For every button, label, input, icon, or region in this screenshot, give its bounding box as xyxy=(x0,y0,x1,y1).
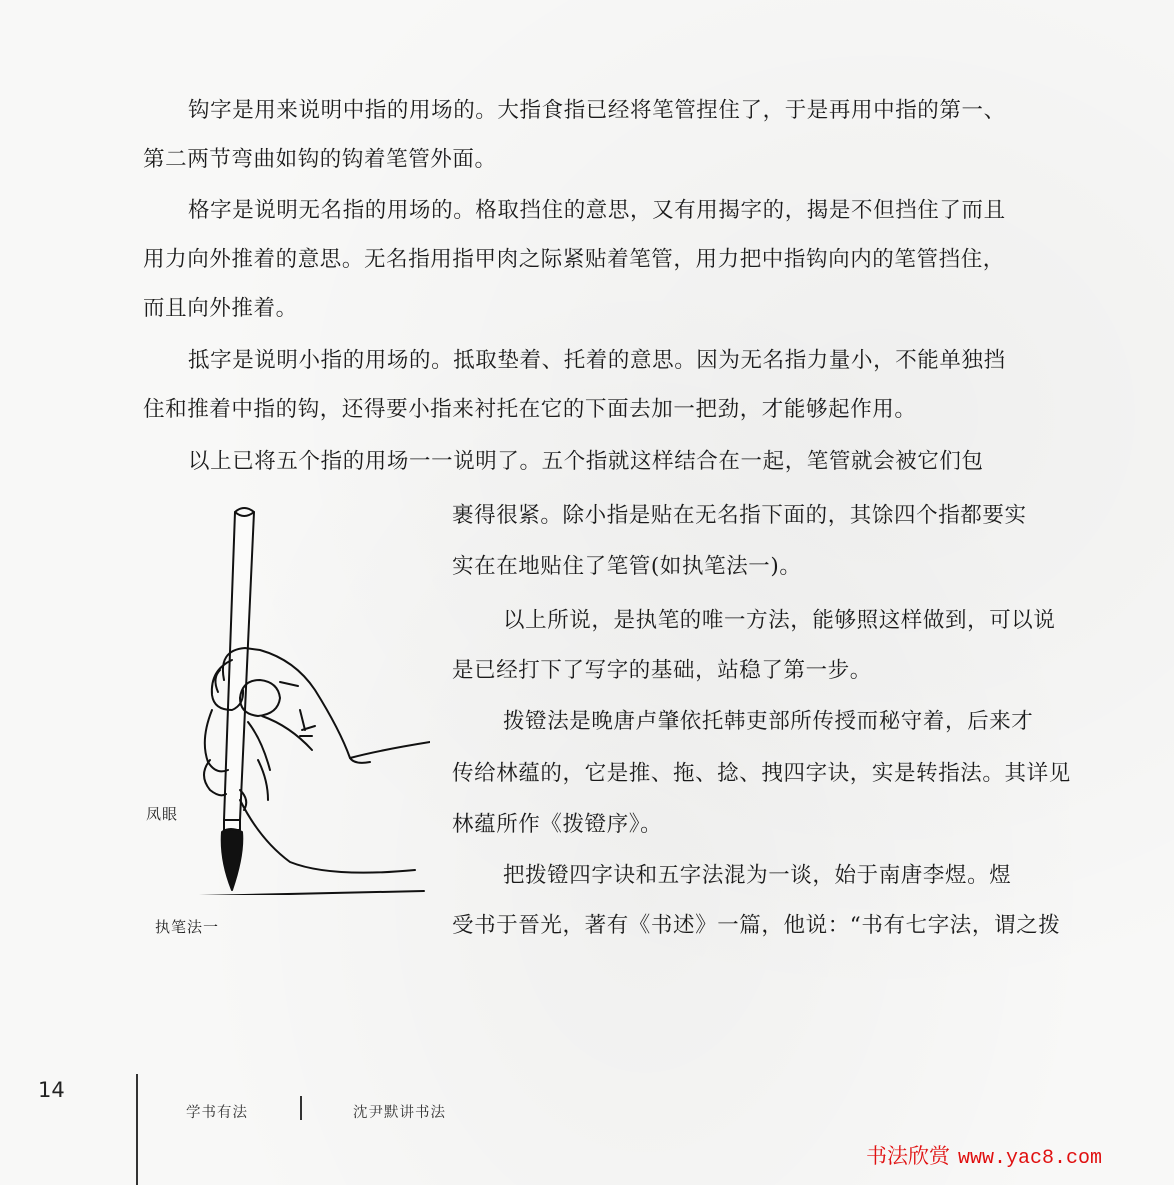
watermark xyxy=(866,1140,1102,1170)
page-number: 14 xyxy=(38,1078,65,1102)
paragraph-4-line-3: 实在在地贴住了笔管(如执笔法一)。 xyxy=(452,554,802,579)
hand-holding-brush-icon xyxy=(140,500,430,895)
paragraph-6-line-1: 拨镫法是晚唐卢肇依托韩吏部所传授而秘守着，后来才 xyxy=(503,709,1034,734)
paragraph-7-line-1: 把拨镫四字诀和五字法混为一谈，始于南唐李煜。煜 xyxy=(503,863,1012,888)
paragraph-1-line-1: 钩字是用来说明中指的用场的。大指食指已经将笔管捏住了，于是再用中指的第一、 xyxy=(188,98,1006,123)
paragraph-2-line-1: 格字是说明无名指的用场的。格取挡住的意思，又有用揭字的，揭是不但挡住了而且 xyxy=(188,198,1006,223)
footer-separator xyxy=(300,1096,302,1120)
paragraph-6-line-2: 传给林蕴的，它是推、拖、捻、拽四字诀，实是转指法。其详见 xyxy=(452,761,1071,786)
watermark-url[interactable]: www.yac8.com xyxy=(958,1147,1103,1170)
book-title: 沈尹默讲书法 xyxy=(353,1105,446,1121)
paragraph-5-line-2: 是已经打下了写字的基础，站稳了第一步。 xyxy=(452,658,872,683)
paragraph-4-line-1: 以上已将五个指的用场一一说明了。五个指就这样结合在一起，笔管就会被它们包 xyxy=(188,449,984,474)
paragraph-6-line-3: 林蕴所作《拨镫序》。 xyxy=(452,812,663,837)
series-title: 学书有法 xyxy=(186,1105,248,1121)
paragraph-2-line-2: 用力向外推着的意思。无名指用指甲肉之际紧贴着笔管，用力把中指钩向内的笔管挡住， xyxy=(143,247,1005,272)
paragraph-1-line-2: 第二两节弯曲如钩的钩着笔管外面。 xyxy=(143,147,497,172)
paragraph-7-line-2: 受书于晉光，著有《书述》一篇，他说：“书有七字法，谓之拨 xyxy=(452,913,1061,938)
footer-vertical-rule xyxy=(136,1074,138,1185)
figure-label-fengyan: 凤眼 xyxy=(146,805,179,823)
paragraph-3-line-2: 住和推着中指的钩，还得要小指来衬托在它的下面去加一把劲，才能够起作用。 xyxy=(143,397,917,422)
paragraph-2-line-3: 而且向外推着。 xyxy=(143,296,298,321)
figure-caption: 执笔法一 xyxy=(155,918,220,936)
paragraph-3-line-1: 抵字是说明小指的用场的。抵取垫着、托着的意思。因为无名指力量小，不能单独挡 xyxy=(188,348,1006,373)
paragraph-5-line-1: 以上所说，是执笔的唯一方法，能够照这样做到，可以说 xyxy=(503,608,1056,633)
paragraph-4-line-2: 裹得很紧。除小指是贴在无名指下面的，其馀四个指都要实 xyxy=(452,503,1027,528)
watermark-label: 书法欣赏 xyxy=(866,1144,950,1168)
